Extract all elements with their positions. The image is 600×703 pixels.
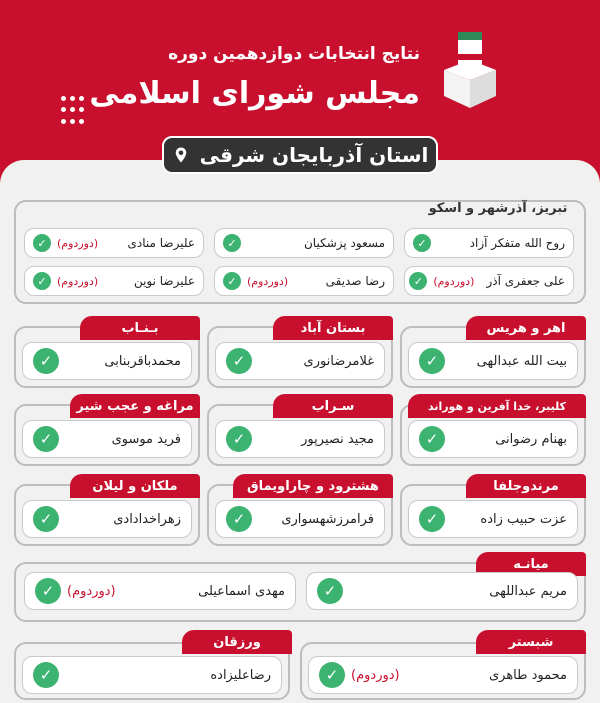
candidate-card <box>404 266 574 296</box>
candidate-card <box>24 228 204 258</box>
candidate-name: مهدی اسماعیلی <box>198 583 285 599</box>
second-round-tag: (دوردوم) <box>433 274 475 288</box>
candidate-name: علی جعفری آذر <box>486 274 565 288</box>
candidate-name: رضا صدیقی <box>325 274 385 288</box>
check-icon: ✓ <box>35 578 61 604</box>
candidate-name: رضاعلیزاده <box>210 667 271 683</box>
candidate-name: بیت الله عبدالهی <box>476 353 567 369</box>
second-round-tag: (دوردوم) <box>351 667 400 683</box>
candidate-card <box>215 500 385 538</box>
region-tab: میانـه <box>476 552 586 576</box>
region-tab: کلیبر، خدا آفرین و هوراند <box>408 394 586 418</box>
check-icon: ✓ <box>226 506 252 532</box>
candidate-name: محمود طاهری <box>488 667 567 683</box>
candidate-name: بهنام رضوانی <box>495 431 567 447</box>
candidate-card <box>24 572 296 610</box>
tabriz-region-label: تبریز، آذرشهر و اسکو <box>428 200 568 216</box>
candidate-name: زهراخدادادی <box>113 511 181 527</box>
check-icon: ✓ <box>419 348 445 374</box>
candidate-name: فرامرزشهسواری <box>281 511 374 527</box>
candidate-name: محمدباقربنابی <box>104 353 181 369</box>
candidate-name: غلامرضانوری <box>303 353 374 369</box>
check-icon: ✓ <box>33 348 59 374</box>
candidate-card <box>306 572 578 610</box>
candidate-card <box>22 500 192 538</box>
candidate-card <box>214 228 394 258</box>
candidate-card <box>214 266 394 296</box>
check-icon: ✓ <box>33 234 51 252</box>
candidate-card <box>22 656 282 694</box>
candidate-card <box>408 342 578 380</box>
second-round-tag: (دوردوم) <box>57 274 99 288</box>
check-icon: ✓ <box>413 234 431 252</box>
second-round-tag: (دوردوم) <box>67 583 116 599</box>
candidate-name: فرید موسوی <box>111 431 181 447</box>
province-name: استان آذربایجان شرقی <box>199 143 429 167</box>
check-icon: ✓ <box>419 426 445 452</box>
candidate-card <box>215 342 385 380</box>
region-tab: ملکان و لیلان <box>70 474 200 498</box>
region-tab: هشترود و چاراویماق <box>233 474 393 498</box>
check-icon: ✓ <box>226 348 252 374</box>
candidate-name: مریم عبداللهی <box>489 583 567 599</box>
region-tab: مراغه و عجب شیر <box>70 394 200 418</box>
location-pin-icon <box>172 146 190 164</box>
candidate-card <box>22 420 192 458</box>
candidate-card <box>408 420 578 458</box>
check-icon: ✓ <box>33 272 51 290</box>
candidate-card <box>24 266 204 296</box>
ballot-box-icon <box>440 30 500 110</box>
candidate-name: علیرضا منادی <box>127 236 195 250</box>
check-icon: ✓ <box>419 506 445 532</box>
region-tab: سـراب <box>273 394 393 418</box>
candidate-card <box>404 228 574 258</box>
province-badge <box>162 136 438 174</box>
check-icon: ✓ <box>409 272 427 290</box>
title-line-1: نتایج انتخابات دوازدهمین دوره <box>168 44 420 64</box>
region-tab: مرندوجلفا <box>466 474 586 498</box>
region-tab: بـنـاب <box>80 316 200 340</box>
candidate-card <box>215 420 385 458</box>
check-icon: ✓ <box>33 506 59 532</box>
check-icon: ✓ <box>33 426 59 452</box>
candidate-name: عزت حبیب زاده <box>480 511 567 527</box>
candidate-name: روح الله متفکر آزاد <box>469 236 565 250</box>
region-tab: اهر و هریس <box>466 316 586 340</box>
check-icon: ✓ <box>319 662 345 688</box>
check-icon: ✓ <box>226 426 252 452</box>
check-icon: ✓ <box>317 578 343 604</box>
region-tab: ورزقان <box>182 630 292 654</box>
region-tab: شبستر <box>476 630 586 654</box>
check-icon: ✓ <box>223 272 241 290</box>
candidate-name: مجید نصیرپور <box>301 431 374 447</box>
title-line-2: مجلس شورای اسلامی <box>89 76 420 111</box>
region-tab: بستان آباد <box>273 316 393 340</box>
candidate-name: مسعود پزشکیان <box>303 236 385 250</box>
candidate-card <box>408 500 578 538</box>
second-round-tag: (دوردوم) <box>57 236 99 250</box>
candidate-name: علیرضا نوین <box>133 274 195 288</box>
second-round-tag: (دوردوم) <box>247 274 289 288</box>
dots-icon <box>64 96 84 126</box>
check-icon: ✓ <box>223 234 241 252</box>
check-icon: ✓ <box>33 662 59 688</box>
candidate-card <box>308 656 578 694</box>
candidate-card <box>22 342 192 380</box>
